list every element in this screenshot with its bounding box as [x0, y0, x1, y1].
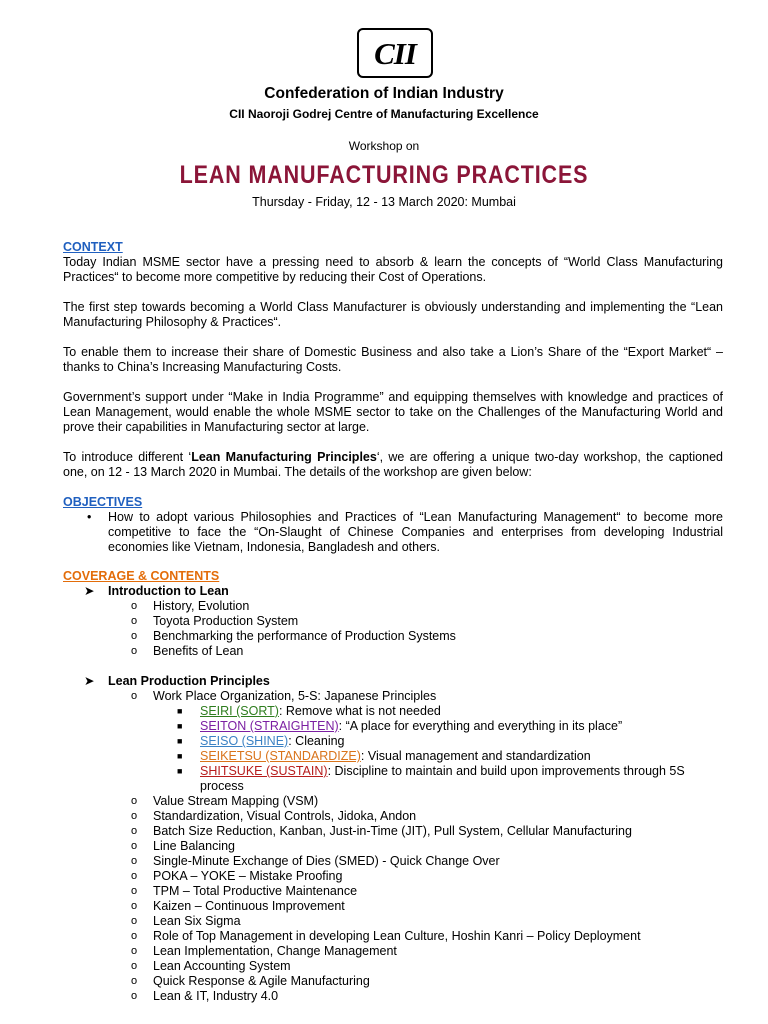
- workshop-dates: Thursday - Friday, 12 - 13 March 2020: Mumbai: [252, 195, 516, 209]
- intro-item-text: Toyota Production System: [153, 614, 299, 628]
- intro-item-text: History, Evolution: [153, 599, 250, 613]
- principles-list: [63, 689, 723, 704]
- principles-list-item: [63, 989, 723, 1004]
- context-paragraph-5: [63, 450, 723, 480]
- principle-item-text: Lean Six Sigma: [153, 914, 241, 928]
- five-s-item: [63, 749, 723, 764]
- square-bullet-icon: ■: [177, 721, 183, 731]
- circle-bullet-icon: o: [131, 900, 138, 912]
- circle-bullet-icon: o: [131, 840, 138, 852]
- workshop-title: LEAN MANUFACTURING PRACTICES: [179, 161, 589, 189]
- context-p5-pre: To introduce different ‘: [63, 450, 192, 464]
- circle-bullet-icon: o: [131, 930, 138, 942]
- arrow-bullet-icon: ➤: [84, 674, 95, 688]
- context-p5-post: ‘, we are offering a unique two-day workshop, the captioned one, on 12 - 13 March 2020 in Mumbai. The details of the workshop are given below:: [63, 450, 723, 479]
- intro-list-item: [63, 599, 723, 614]
- five-s-list: [63, 704, 723, 794]
- principles-list-item: [63, 974, 723, 989]
- context-paragraph-3: To enable them to increase their share of Domestic Business and also take a Lion’s Share of the “Export Market“ – thanks to China’s Increasing Manufacturing Costs.: [63, 345, 723, 374]
- principle-item-text: Line Balancing: [153, 839, 236, 853]
- circle-bullet-icon: o: [131, 645, 138, 657]
- objectives-heading: OBJECTIVES: [63, 495, 143, 509]
- intro-topic-title: Introduction to Lean: [108, 584, 229, 598]
- principles-list-item: [63, 884, 723, 899]
- five-s-item: [63, 764, 723, 794]
- context-heading: CONTEXT: [63, 240, 123, 254]
- five-s-desc: : Cleaning: [288, 734, 345, 748]
- five-s-item: [63, 704, 723, 719]
- organization-name: Confederation of Indian Industry: [264, 85, 504, 102]
- principle-item-text: Standardization, Visual Controls, Jidoka, Andon: [153, 809, 417, 823]
- principle-item-text: TPM – Total Productive Maintenance: [153, 884, 358, 898]
- intro-item-text: Benefits of Lean: [153, 644, 244, 658]
- five-s-desc: : Remove what is not needed: [278, 704, 441, 718]
- principle-item-text: Lean Accounting System: [153, 959, 291, 973]
- circle-bullet-icon: o: [131, 690, 138, 702]
- five-s-item: [63, 734, 723, 749]
- principles-list-item: [63, 944, 723, 959]
- principles-list-item: [63, 809, 723, 824]
- principles-list-item: [63, 899, 723, 914]
- centre-name: CII Naoroji Godrej Centre of Manufacturing Excellence: [229, 107, 539, 121]
- five-s-desc: : “A place for everything and everything in its place”: [338, 719, 623, 733]
- principles-list-item: [63, 914, 723, 929]
- principle-item-text: Role of Top Management in developing Lean Culture, Hoshin Kanri – Policy Deployment: [153, 929, 641, 943]
- principles-list-item: [63, 869, 723, 884]
- five-s-term: SEIRI (SORT): [200, 704, 279, 718]
- document-body: [63, 240, 723, 1004]
- principle-item-text: Lean & IT, Industry 4.0: [153, 989, 279, 1003]
- five-s-desc: : Visual management and standardization: [360, 749, 591, 763]
- square-bullet-icon: ■: [177, 751, 183, 761]
- intro-topic: [63, 584, 723, 599]
- square-bullet-icon: ■: [177, 736, 183, 746]
- circle-bullet-icon: o: [131, 885, 138, 897]
- context-paragraph-1: Today Indian MSME sector have a pressing need to absorb & learn the concepts of “World Class Manufacturing Practices“ to become more competitive by reducing their Cost of Operations.: [63, 255, 723, 284]
- principles-list-item: [63, 824, 723, 839]
- circle-bullet-icon: o: [131, 990, 138, 1002]
- circle-bullet-icon: o: [131, 915, 138, 927]
- five-s-term: SEIKETSU (STANDARDIZE): [200, 749, 361, 763]
- circle-bullet-icon: o: [131, 630, 138, 642]
- objective-text: How to adopt various Philosophies and Practices of “Lean Manufacturing Management“ to become more competitive to face the “On-Slaught of Chinese Companies and enterprises from developing Industrial economies like Vietnam, Indonesia, Bangladesh and others.: [108, 510, 723, 554]
- intro-list: [63, 599, 723, 659]
- circle-bullet-icon: o: [131, 810, 138, 822]
- principles-list-item: [63, 794, 723, 809]
- circle-bullet-icon: o: [131, 825, 138, 837]
- five-s-term: SHITSUKE (SUSTAIN): [200, 764, 328, 778]
- square-bullet-icon: ■: [177, 766, 183, 776]
- principles-list-item: [63, 689, 723, 704]
- principles-sub-list: [63, 794, 723, 1004]
- principles-list-item: [63, 839, 723, 854]
- cii-logo-box: [357, 28, 433, 78]
- five-s-item: [63, 719, 723, 734]
- principle-item-text: Quick Response & Agile Manufacturing: [153, 974, 370, 988]
- circle-bullet-icon: o: [131, 870, 138, 882]
- intro-list-item: [63, 629, 723, 644]
- principle-item-text: Kaizen – Continuous Improvement: [153, 899, 345, 913]
- principle-item-text: Batch Size Reduction, Kanban, Just-in-Time (JIT), Pull System, Cellular Manufacturing: [153, 824, 632, 838]
- bullet-icon: •: [87, 510, 92, 524]
- workshop-on-label: Workshop on: [348, 139, 420, 153]
- coverage-heading: COVERAGE & CONTENTS: [63, 569, 220, 583]
- principles-list-item: [63, 959, 723, 974]
- intro-list-item: [63, 644, 723, 659]
- circle-bullet-icon: o: [131, 960, 138, 972]
- principles-topic: [63, 674, 723, 689]
- principle-item-text: POKA – YOKE – Mistake Proofing: [153, 869, 343, 883]
- spacer: [63, 659, 723, 674]
- context-paragraph-2: The first step towards becoming a World Class Manufacturer is obviously understanding and implementing the “Lean Manufacturing Philosophy & Practices“.: [63, 300, 723, 329]
- five-s-desc: : Discipline to maintain and build upon improvements through 5S process: [200, 764, 685, 793]
- five-s-term: SEITON (STRAIGHTEN): [200, 719, 339, 733]
- principle-item-text: Value Stream Mapping (VSM): [153, 794, 319, 808]
- intro-list-item: [63, 614, 723, 629]
- circle-bullet-icon: o: [131, 855, 138, 867]
- cii-logo-text: CII: [374, 35, 416, 71]
- square-bullet-icon: ■: [177, 706, 183, 716]
- arrow-bullet-icon: ➤: [84, 584, 95, 598]
- context-paragraph-4: Government’s support under “Make in India Programme” and equipping themselves with knowledge and practices of Lean Management, would enable the whole MSME sector to take on the Challenges of the Manufacturing World and prove their capabilities in Manufacturing sector at large.: [63, 390, 723, 434]
- circle-bullet-icon: o: [131, 975, 138, 987]
- circle-bullet-icon: o: [131, 795, 138, 807]
- cii-logo: [357, 28, 431, 78]
- principles-list-item: [63, 929, 723, 944]
- intro-item-text: Benchmarking the performance of Production Systems: [153, 629, 456, 643]
- principles-list-item: [63, 854, 723, 869]
- five-s-term: SEISO (SHINE): [200, 734, 289, 748]
- circle-bullet-icon: o: [131, 600, 138, 612]
- principles-topic-title: Lean Production Principles: [108, 674, 270, 688]
- workplace-item-text: Work Place Organization, 5-S: Japanese Principles: [153, 689, 437, 703]
- context-p5-bold: Lean Manufacturing Principles: [191, 450, 377, 464]
- circle-bullet-icon: o: [131, 615, 138, 627]
- principle-item-text: Lean Implementation, Change Management: [153, 944, 397, 958]
- objective-item: [63, 510, 723, 555]
- principle-item-text: Single-Minute Exchange of Dies (SMED) - Quick Change Over: [153, 854, 500, 868]
- circle-bullet-icon: o: [131, 945, 138, 957]
